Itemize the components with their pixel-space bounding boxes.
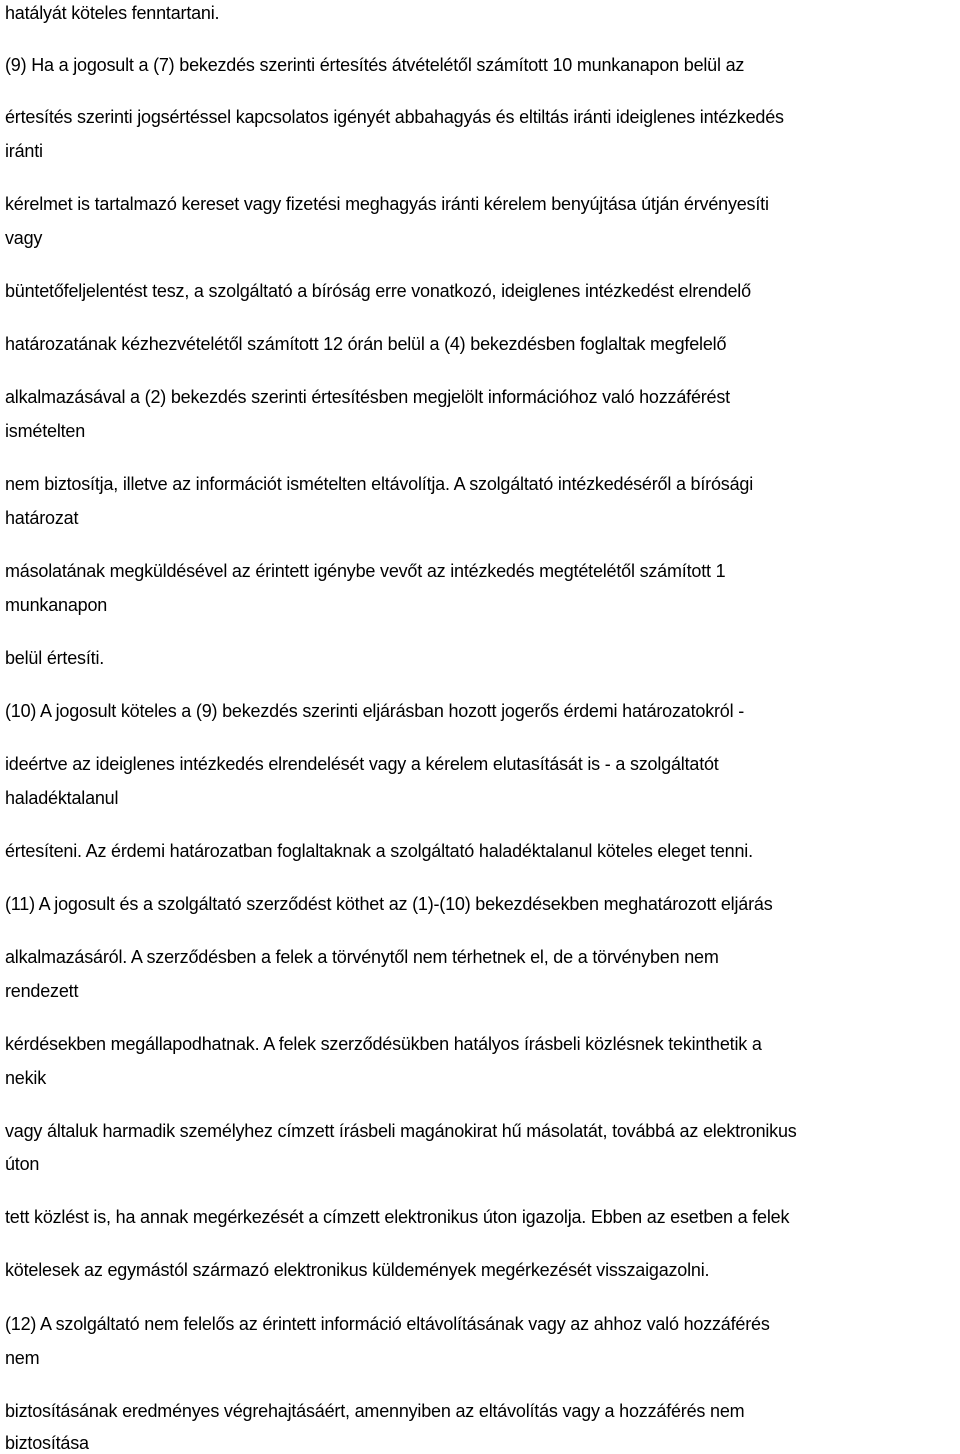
text-line: haladéktalanul bbox=[5, 788, 119, 808]
text-line: (10) A jogosult köteles a (9) bekezdés szerinti eljárásban hozott jogerős érdemi határozatokról - bbox=[5, 701, 744, 721]
text-line: ideértve az ideiglenes intézkedés elrendelését vagy a kérelem elutasítását is - a szolgáltatót bbox=[5, 754, 719, 774]
text-line: kötelesek az egymástól származó elektronikus küldemények megérkezését visszaigazolni. bbox=[5, 1260, 710, 1280]
text-line: belül értesíti. bbox=[5, 648, 105, 668]
text-line: hatályát köteles fenntartani. bbox=[5, 3, 220, 23]
text-line: másolatának megküldésével az érintett igénybe vevőt az intézkedés megtételétől számított 1 bbox=[5, 561, 726, 581]
text-line: biztosításának eredményes végrehajtásáért, amennyiben az eltávolítás vagy a hozzáférés nem bbox=[5, 1401, 745, 1421]
text-line: vagy általuk harmadik személyhez címzett írásbeli magánokirat hű másolatát, továbbá az elektronikus bbox=[5, 1121, 797, 1141]
text-line: vagy bbox=[5, 228, 43, 248]
text-line: nekik bbox=[5, 1068, 47, 1088]
text-line: iránti bbox=[5, 141, 43, 161]
text-line: büntetőfeljelentést tesz, a szolgáltató a bíróság erre vonatkozó, ideiglenes intézkedést elrendelő bbox=[5, 281, 751, 301]
text-line: értesíteni. Az érdemi határozatban foglaltaknak a szolgáltató haladéktalanul köteles eleget tenni. bbox=[5, 841, 753, 861]
text-line: tett közlést is, ha annak megérkezését a címzett elektronikus úton igazolja. Ebben az esetben a felek bbox=[5, 1207, 790, 1227]
text-line: úton bbox=[5, 1154, 40, 1174]
text-line: nem biztosítja, illetve az információt ismételten eltávolítja. A szolgáltató intézkedéséről a bírósági bbox=[5, 474, 753, 494]
text-line: (11) A jogosult és a szolgáltató szerződést köthet az (1)-(10) bekezdésekben meghatározott eljárás bbox=[5, 894, 773, 914]
text-line: határozatának kézhezvételétől számított 12 órán belül a (4) bekezdésben foglaltak megfelelő bbox=[5, 334, 727, 354]
text-line: biztosítása bbox=[5, 1433, 89, 1453]
text-line: munkanapon bbox=[5, 595, 108, 615]
text-line: ismételten bbox=[5, 421, 86, 441]
text-line: értesítés szerinti jogsértéssel kapcsolatos igényét abbahagyás és eltiltás iránti ideiglenes intézkedés bbox=[5, 107, 784, 127]
text-line: (9) Ha a jogosult a (7) bekezdés szerinti értesítés átvételétől számított 10 munkanapon belül az bbox=[5, 55, 745, 75]
text-line: határozat bbox=[5, 508, 79, 528]
text-line: kérelmet is tartalmazó kereset vagy fizetési meghagyás iránti kérelem benyújtása útján érvényesíti bbox=[5, 194, 769, 214]
text-line: alkalmazásával a (2) bekezdés szerinti értesítésben megjelölt információhoz való hozzáférést bbox=[5, 387, 730, 407]
text-line: kérdésekben megállapodhatnak. A felek szerződésükben hatályos írásbeli közlésnek tekinthetik a bbox=[5, 1034, 762, 1054]
text-line: rendezett bbox=[5, 981, 79, 1001]
text-line: nem bbox=[5, 1348, 40, 1368]
text-line: (12) A szolgáltató nem felelős az érintett információ eltávolításának vagy az ahhoz való hozzáférés bbox=[5, 1314, 770, 1334]
text-line: alkalmazásáról. A szerződésben a felek a törvénytől nem térhetnek el, de a törvényben nem bbox=[5, 947, 719, 967]
